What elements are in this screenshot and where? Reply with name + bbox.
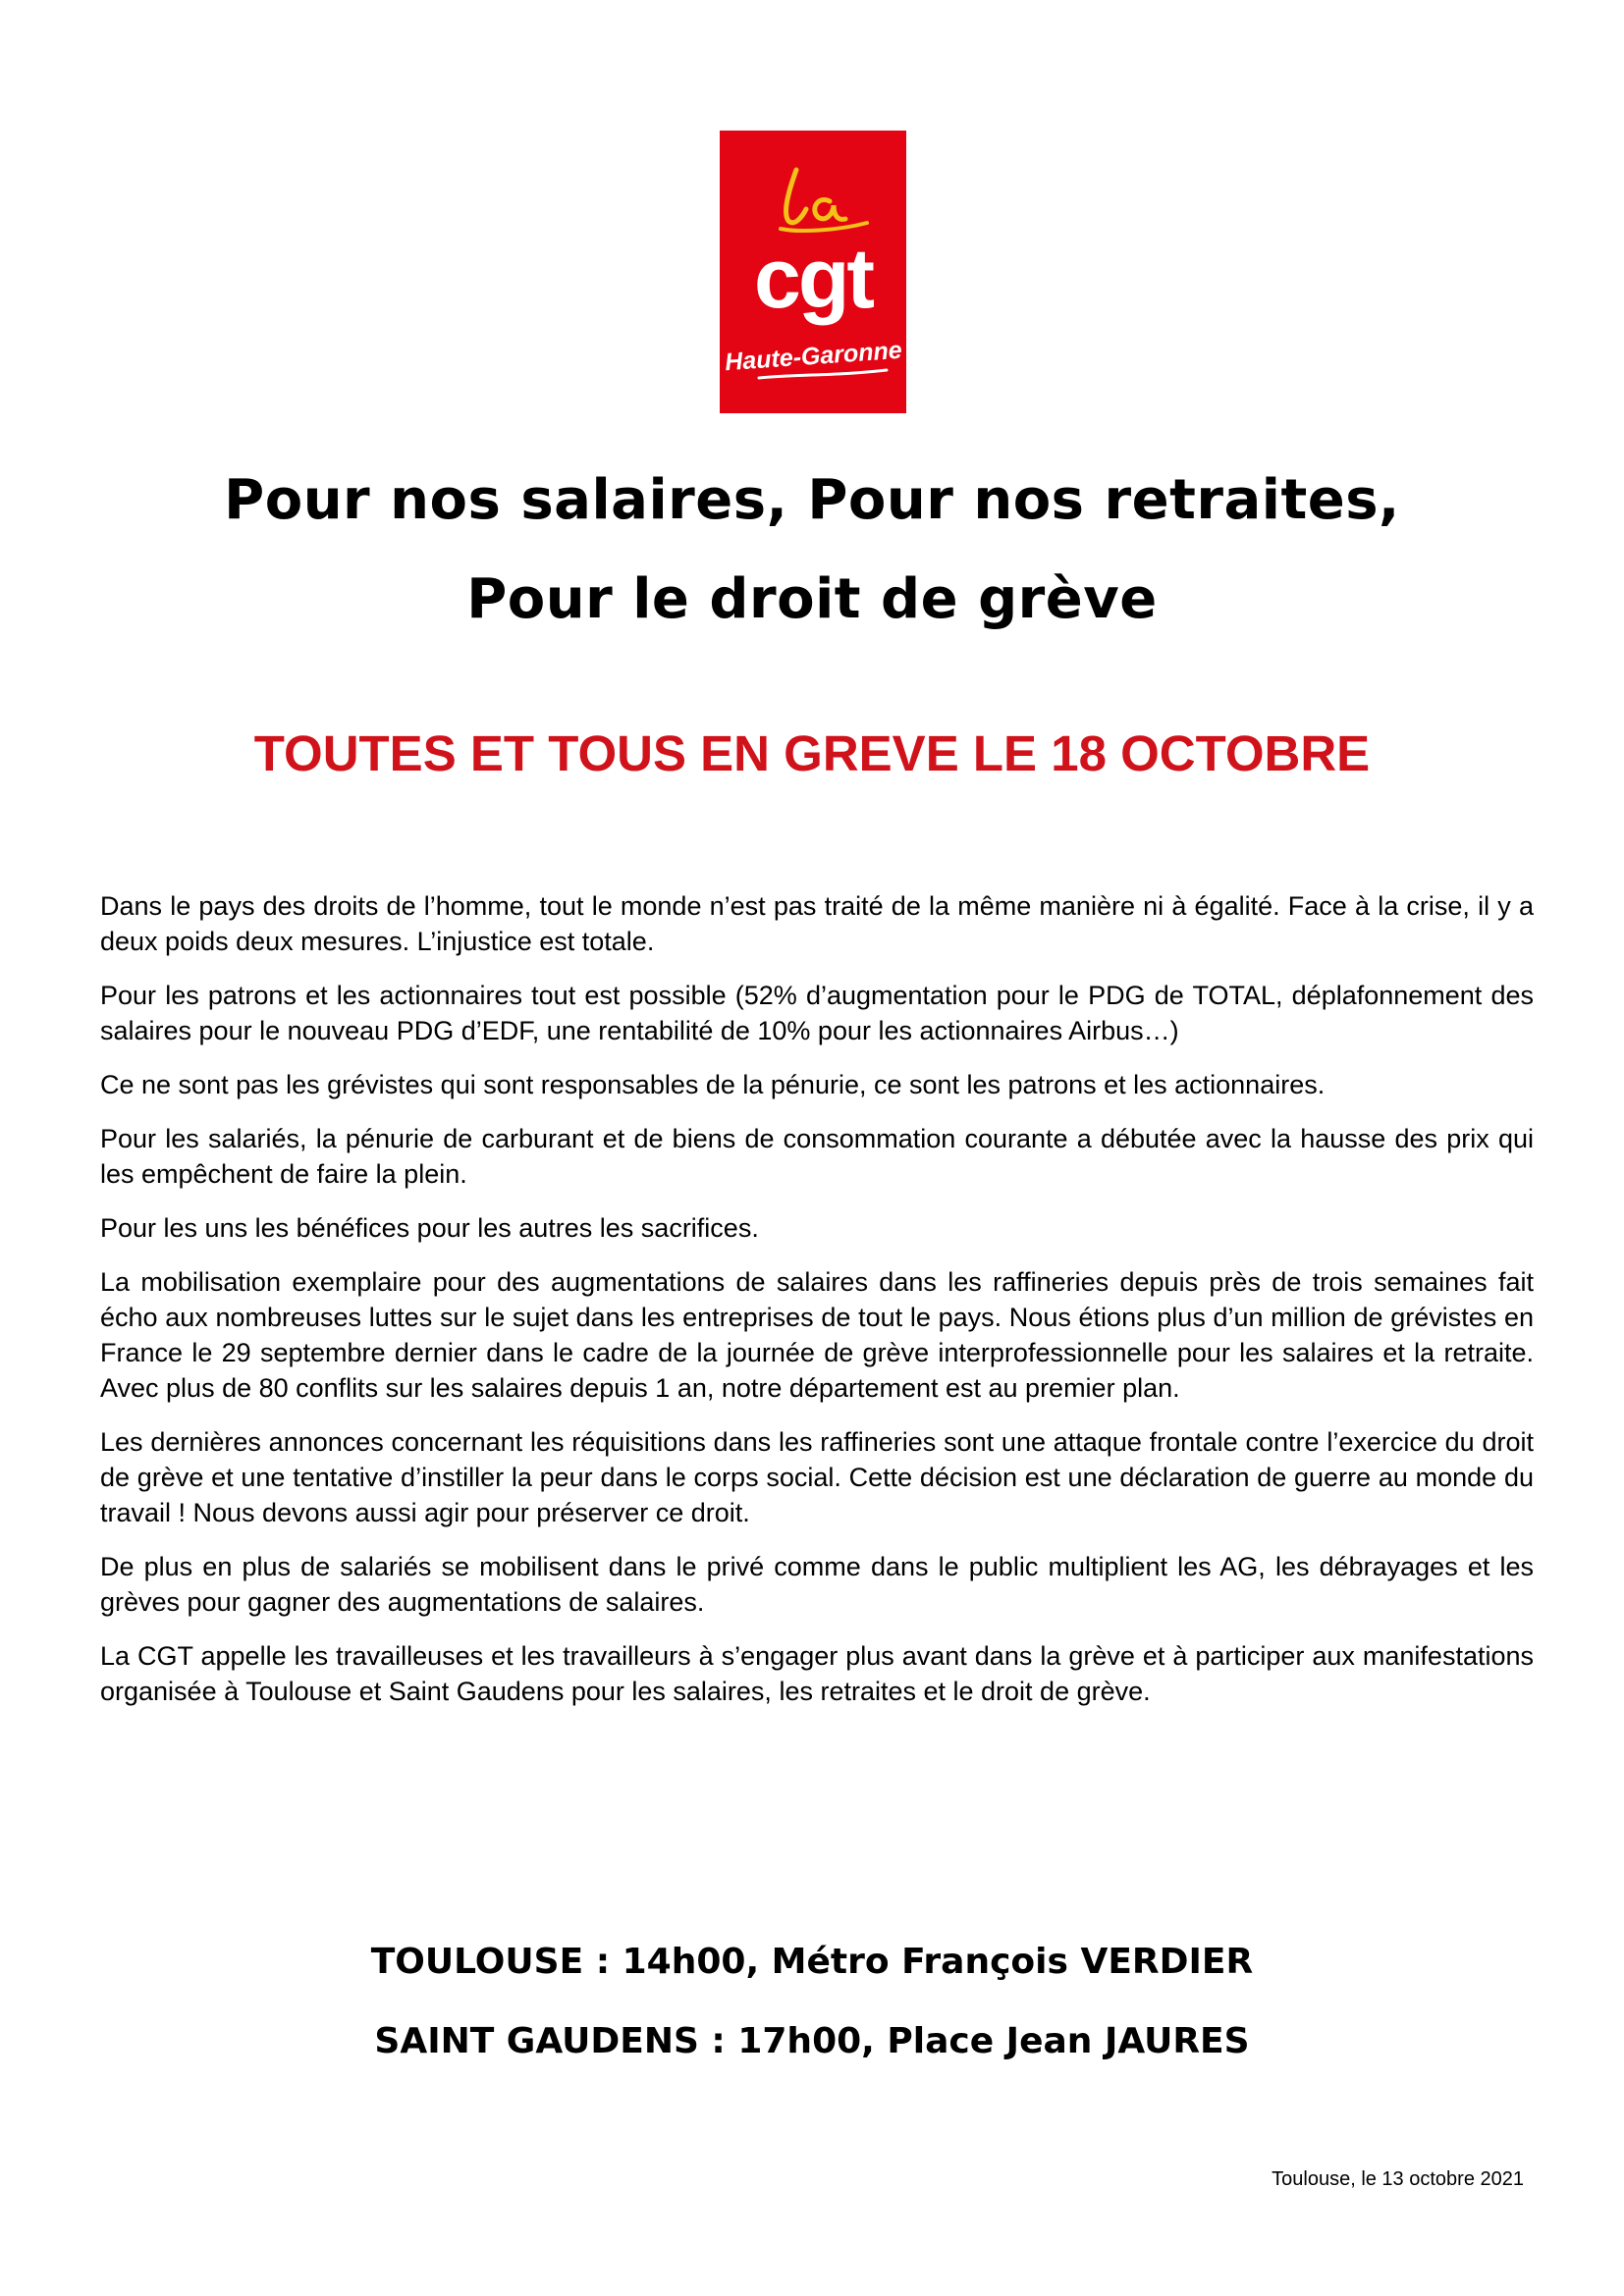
paragraph: Dans le pays des droits de l’homme, tout le monde n’est pas traité de la même manière ni à égalité. Face à la crise, il y a deux poids deux mesures. L’injustice est totale. <box>100 891 1534 956</box>
cgt-logo-graphic <box>720 131 906 413</box>
paragraph: Ce ne sont pas les grévistes qui sont responsables de la pénurie, ce sont les patrons et les actionnaires. <box>100 1070 1326 1099</box>
paragraph: La CGT appelle les travailleuses et les travailleurs à s’engager plus avant dans la grève et à participer aux manifestations organisée à Toulouse et Saint Gaudens pour les salaires, les retraites et le droit de grève. <box>100 1641 1534 1706</box>
paragraph: La mobilisation exemplaire pour des augmentations de salaires dans les raffineries depuis près de trois semaines fait écho aux nombreuses luttes sur le sujet dans les entreprises de tout le pays. Nous étions plus d’un million de grévistes en France le 29 septembre dernier dans le cadre de la journée de grève interprofessionnelle pour les salaires et la retraite. Avec plus de 80 conflits sur les salaires depuis 1 an, notre département est au premier plan. <box>100 1267 1534 1403</box>
paragraph: Pour les salariés, la pénurie de carburant et de biens de consommation courante a débutée avec la hausse des prix qui les empêchent de faire la plein. <box>100 1124 1534 1189</box>
meeting-saint-gaudens: SAINT GAUDENS : 17h00, Place Jean JAURES <box>374 2021 1250 2061</box>
paragraph: Pour les patrons et les actionnaires tout est possible (52% d’augmentation pour le PDG de TOTAL, déplafonnement des salaires pour le nouveau PDG d’EDF, une rentabilité de 10% pour les actionnaires Airbus…) <box>100 981 1534 1045</box>
paragraph: De plus en plus de salariés se mobilisent dans le privé comme dans le public multiplient les AG, les débrayages et les grèves pour gagner des augmentations de salaires. <box>100 1552 1534 1617</box>
paragraph: Pour les uns les bénéfices pour les autres les sacrifices. <box>100 1213 759 1243</box>
title-line-2: Pour le droit de grève <box>466 567 1158 631</box>
svg-text:Haute-Garonne: Haute-Garonne <box>724 336 903 377</box>
meeting-toulouse: TOULOUSE : 14h00, Métro François VERDIER <box>370 1942 1254 1982</box>
title-line-1: Pour nos salaires, Pour nos retraites, <box>224 468 1400 532</box>
dateline: Toulouse, le 13 octobre 2021 <box>1272 2168 1524 2190</box>
svg-text:cgt: cgt <box>754 232 872 326</box>
strike-headline: TOUTES ET TOUS EN GREVE LE 18 OCTOBRE <box>253 725 1371 781</box>
body-text <box>100 888 1534 1728</box>
cgt-logo <box>720 131 906 413</box>
paragraph: Les dernières annonces concernant les réquisitions dans les raffineries sont une attaque frontale contre l’exercice du droit de grève et une tentative d’instiller la peur dans le corps social. Cette décision est une déclaration de guerre au monde du travail ! Nous devons aussi agir pour préserver ce droit. <box>100 1427 1534 1527</box>
